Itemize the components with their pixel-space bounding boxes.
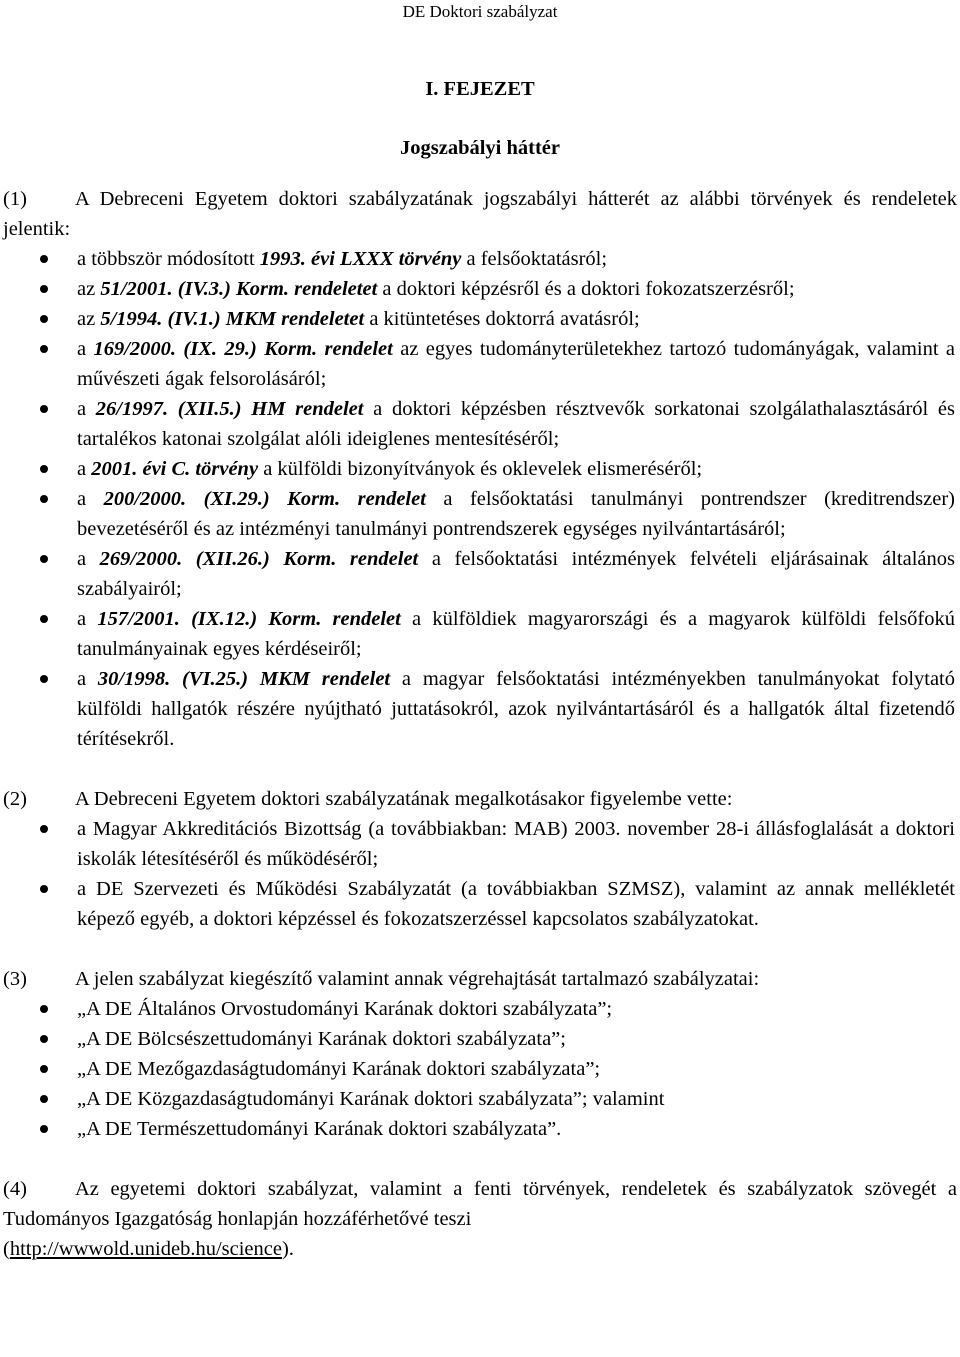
list-item: a 30/1998. (VI.25.) MKM rendelet a magyar felsőoktatási intézményekben tanulmányokat folytató külföldi hallgatók részére nyújtható juttatásokról, azok nyilvántartásáról és a hallgatók által fizetendő térítésekről. (3, 664, 957, 754)
list-item: az 51/2001. (IV.3.) Korm. rendeletet a doktori képzésről és a doktori fokozatszerzésről; (3, 274, 957, 304)
law-reference: 2001. évi C. törvény (91, 458, 259, 480)
page-header: DE Doktori szabályzat (402, 2, 558, 21)
list-item: „A DE Természettudományi Karának doktori szabályzata”. (3, 1114, 957, 1144)
list-item: a Magyar Akkreditációs Bizottság (a továbbiakban: MAB) 2003. november 28-i állásfoglalását a doktori iskolák létesítéséről és működéséről; (3, 814, 957, 874)
list-item: a 169/2000. (IX. 29.) Korm. rendelet az egyes tudományterületekhez tartozó tudományágak, valamint a művészeti ágak felsorolásáról; (3, 334, 957, 394)
list-item: a 200/2000. (XI.29.) Korm. rendelet a felsőoktatási tanulmányi pontrendszer (kreditrendszer) bevezetéséről és az intézményi tanulmányi pontrendszerek egységes nyilvántartásáról; (3, 484, 957, 544)
section-text: A Debreceni Egyetem doktori szabályzatának megalkotásakor figyelembe vette: (75, 788, 733, 810)
list-item: a 157/2001. (IX.12.) Korm. rendelet a külföldiek magyarországi és a magyarok külföldi felsőfokú tanulmányainak egyes kérdéseiről; (3, 604, 957, 664)
section-3-intro (3, 964, 957, 994)
list-item: a DE Szervezeti és Működési Szabályzatát (a továbbiakban SZMSZ), valamint az annak mellékletét képező egyéb, a doktori képzéssel és fokozatszerzéssel kapcsolatos szabályzatokat. (3, 874, 957, 934)
law-reference: 169/2000. (IX. 29.) Korm. rendelet (93, 338, 393, 360)
chapter-subtitle: Jogszabályi háttér (400, 137, 560, 159)
list-item: „A DE Általános Orvostudományi Karának doktori szabályzata”; (3, 994, 957, 1024)
law-reference: 1993. évi LXXX törvény (259, 248, 462, 270)
law-reference: 157/2001. (IX.12.) Korm. rendelet (97, 608, 401, 630)
legal-basis-list (3, 244, 957, 754)
section-number: (1) (3, 188, 27, 210)
section-number: (2) (3, 788, 27, 810)
list-item: a 26/1997. (XII.5.) HM rendelet a doktori képzésben résztvevők sorkatonai szolgálathalasztásáról és tartalékos katonai szolgálat alóli ideiglenes mentesítéséről; (3, 394, 957, 454)
considerations-list (3, 814, 957, 934)
law-reference: 5/1994. (IV.1.) MKM rendeletet (100, 308, 365, 330)
law-reference: 51/2001. (IV.3.) Korm. rendeletet (100, 278, 378, 300)
section-4-text: (4) Az egyetemi doktori szabályzat, valamint a fenti törvények, rendeletek és szabályzatok szövegét a Tudományos Igazgatóság honlapján hozzáférhetővé teszi (http://wwwold.unideb.hu/science). (3, 1174, 957, 1264)
law-reference: 269/2000. (XII.26.) Korm. rendelet (99, 548, 419, 570)
list-item: a többször módosított 1993. évi LXXX törvény a felsőoktatásról; (3, 244, 957, 274)
section-1-intro (3, 184, 957, 244)
list-item: a 269/2000. (XII.26.) Korm. rendelet a felsőoktatási intézmények felvételi eljárásainak általános szabályairól; (3, 544, 957, 604)
section-2-intro (3, 784, 957, 814)
list-item: „A DE Bölcsészettudományi Karának doktori szabályzata”; (3, 1024, 957, 1054)
section-text: A Debreceni Egyetem doktori szabályzatának jogszabályi hátterét az alábbi törvények és rendeletek jelentik: (3, 188, 957, 240)
section-text: A jelen szabályzat kiegészítő valamint annak végrehajtását tartalmazó szabályzatai: (75, 968, 760, 990)
list-item: az 5/1994. (IV.1.) MKM rendeletet a kitüntetéses doktorrá avatásról; (3, 304, 957, 334)
law-reference: 30/1998. (VI.25.) MKM rendelet (97, 668, 391, 690)
chapter-title: I. FEJEZET (425, 78, 535, 100)
law-reference: 200/2000. (XI.29.) Korm. rendelet (103, 488, 426, 510)
section-number: (3) (3, 968, 27, 990)
list-item: „A DE Közgazdaságtudományi Karának doktori szabályzata”; valamint (3, 1084, 957, 1114)
section-number: (4) (3, 1178, 27, 1200)
section-text: Az egyetemi doktori szabályzat, valamint a fenti törvények, rendeletek és szabályzatok szövegét a Tudományos Igazgatóság honlapján hozzáférhetővé teszi (3, 1178, 957, 1230)
list-item: a 2001. évi C. törvény a külföldi bizonyítványok és oklevelek elismeréséről; (3, 454, 957, 484)
list-item: „A DE Mezőgazdaságtudományi Karának doktori szabályzata”; (3, 1054, 957, 1084)
science-website-link[interactable]: http://wwwold.unideb.hu/science (9, 1238, 282, 1260)
law-reference: 26/1997. (XII.5.) HM rendelet (95, 398, 364, 420)
faculty-regulations-list (3, 994, 957, 1144)
